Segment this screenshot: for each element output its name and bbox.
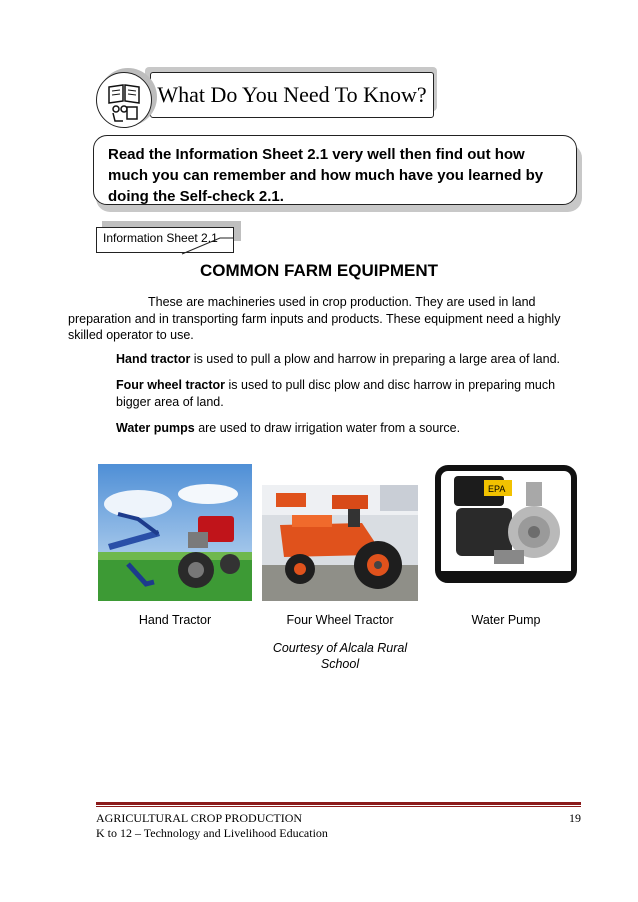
page-number: 19 bbox=[569, 811, 581, 825]
intro-text: These are machineries used in crop production. They are used in land preparation and in transporting farm inputs and products. These equipment need a highly skilled operator to use. bbox=[68, 295, 561, 342]
hand-tractor-photo bbox=[98, 464, 252, 601]
footer-rule-thin bbox=[96, 806, 581, 807]
title-banner bbox=[150, 72, 434, 118]
equipment-desc: are used to draw irrigation water from a source. bbox=[194, 421, 461, 435]
footer-program: K to 12 – Technology and Livelihood Education bbox=[96, 826, 328, 840]
equipment-desc: is used to pull disc plow and disc harrow in preparing much bigger area of land. bbox=[116, 378, 556, 409]
intro-paragraph bbox=[68, 294, 573, 344]
figure-caption: Water Pump bbox=[471, 613, 541, 627]
book-reader-icon bbox=[96, 72, 152, 128]
svg-text:EPA: EPA bbox=[488, 484, 506, 494]
figure-caption: Four Wheel Tractor bbox=[286, 613, 394, 627]
info-sheet-label: Information Sheet 2.1 bbox=[103, 231, 218, 245]
photo-credit: Courtesy of Alcala Rural School bbox=[272, 641, 408, 671]
equipment-item bbox=[116, 351, 576, 368]
banner-title: What Do You Need To Know? bbox=[157, 82, 427, 107]
footer-course-title: AGRICULTURAL CROP PRODUCTION bbox=[96, 811, 303, 825]
equipment-term: Four wheel tractor bbox=[116, 378, 226, 392]
four-wheel-tractor-photo bbox=[262, 485, 418, 601]
figure-caption: Hand Tractor bbox=[138, 613, 212, 627]
equipment-term: Water pumps bbox=[116, 421, 195, 435]
equipment-item bbox=[116, 420, 576, 437]
water-pump-photo bbox=[432, 462, 580, 590]
equipment-desc: is used to pull a plow and harrow in preparing a large area of land. bbox=[190, 352, 560, 366]
equipment-term: Hand tractor bbox=[116, 352, 191, 366]
instruction-box bbox=[93, 135, 577, 205]
section-title: COMMON FARM EQUIPMENT bbox=[200, 261, 438, 280]
instruction-text: Read the Information Sheet 2.1 very well then find out how much you can remember and how much have you learned by doing the Self-check 2.1. bbox=[108, 146, 544, 205]
footer-rule bbox=[96, 802, 581, 805]
equipment-item bbox=[116, 377, 576, 410]
tag-pointer bbox=[180, 236, 240, 256]
